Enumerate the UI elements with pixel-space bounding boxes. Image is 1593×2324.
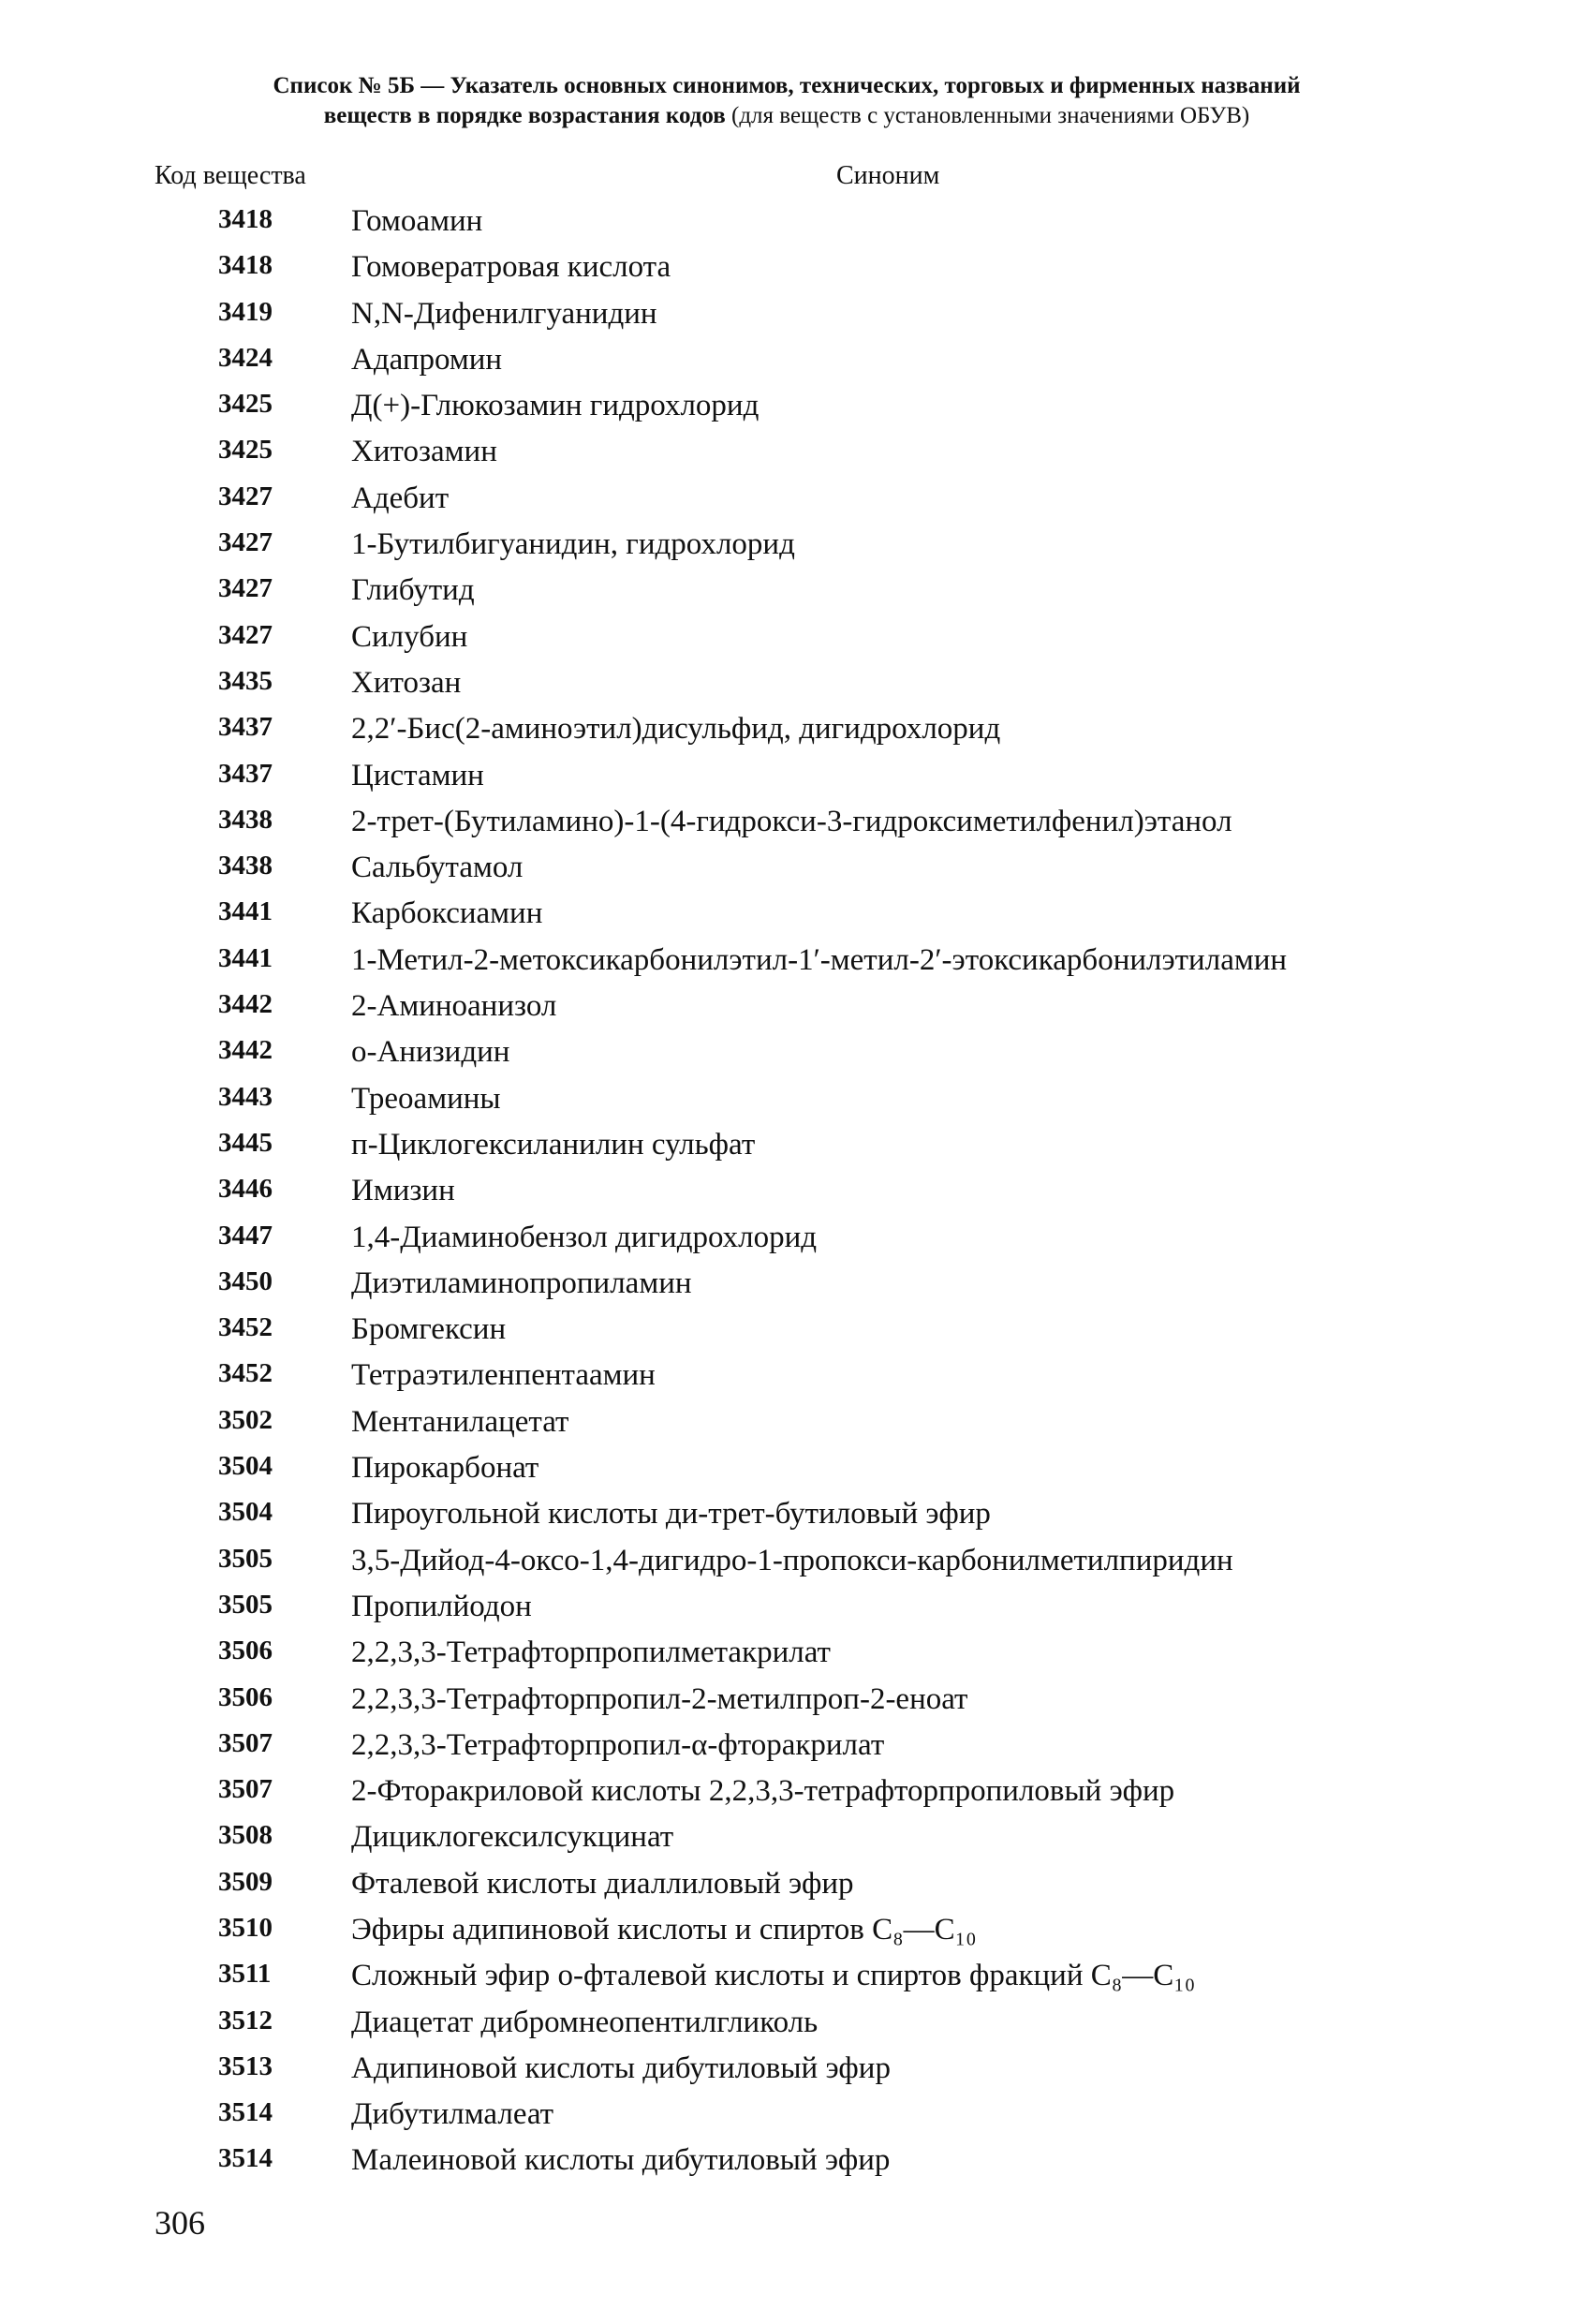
- substance-code: 3504: [218, 1497, 273, 1528]
- substance-code: 3437: [218, 712, 273, 743]
- synonym-name: Адапромин: [351, 342, 503, 377]
- substance-code: 3446: [218, 1174, 273, 1205]
- synonym-name: 2-Фторакриловой кислоты 2,2,3,3-тетрафторпропиловый эфир: [351, 1774, 1175, 1809]
- substance-code: 3514: [218, 2097, 273, 2128]
- substance-code: 3425: [218, 435, 273, 466]
- table-row: [0, 989, 1593, 1035]
- synonym-table: [0, 204, 1593, 2190]
- substance-code: 3424: [218, 342, 273, 373]
- synonym-name: Тетраэтиленпентаамин: [351, 1358, 656, 1393]
- table-row: [0, 1082, 1593, 1128]
- table-row: [0, 1959, 1593, 2005]
- substance-code: 3508: [218, 1820, 273, 1851]
- substance-code: 3419: [218, 296, 273, 327]
- table-row: [0, 389, 1593, 435]
- table-row: [0, 1682, 1593, 1728]
- substance-code: 3513: [218, 2050, 273, 2081]
- table-row: [0, 620, 1593, 666]
- synonym-name: 2,2′-Бис(2-аминоэтил)дисульфид, дигидрохлорид: [351, 712, 1001, 747]
- substance-code: 3425: [218, 389, 273, 420]
- table-row: [0, 1405, 1593, 1451]
- synonym-name: Гомоамин: [351, 204, 483, 238]
- column-header-code: Код вещества: [155, 161, 306, 190]
- substance-code: 3514: [218, 2143, 273, 2174]
- table-row: [0, 1913, 1593, 1959]
- substance-code: 3442: [218, 1035, 273, 1066]
- substance-code: 3427: [218, 573, 273, 604]
- substance-code: 3509: [218, 1866, 273, 1897]
- list-subtitle-note: (для веществ с установленными значениями ОБУВ): [725, 103, 1250, 128]
- synonym-name: 2,2,3,3-Тетрафторпропил-α-фторакрилат: [351, 1727, 885, 1762]
- table-row: [0, 343, 1593, 389]
- synonym-name: Хитозамин: [351, 435, 497, 469]
- synonym-name: Силубин: [351, 619, 468, 654]
- table-row: [0, 1820, 1593, 1866]
- substance-code: 3445: [218, 1127, 273, 1158]
- synonym-name: Диацетат дибромнеопентилгликоль: [351, 2005, 819, 2039]
- synonym-name: Пироугольной кислоты ди-трет-бутиловый эфир: [351, 1497, 991, 1532]
- synonym-name: Диэтиламинопропиламин: [351, 1266, 692, 1300]
- table-row: [0, 666, 1593, 712]
- table-row: [0, 1128, 1593, 1174]
- synonym-name: Цистамин: [351, 758, 484, 792]
- table-row: [0, 712, 1593, 758]
- substance-code: 3442: [218, 989, 273, 1020]
- substance-code: 3447: [218, 1220, 273, 1251]
- table-row: [0, 1497, 1593, 1543]
- table-row: [0, 1312, 1593, 1358]
- substance-code: 3511: [218, 1959, 272, 1990]
- synonym-name: Ментанилацетат: [351, 1404, 569, 1439]
- substance-code: 3506: [218, 1636, 273, 1666]
- table-row: [0, 2143, 1593, 2189]
- table-row: [0, 527, 1593, 573]
- synonym-name: N,N-Дифенилгуанидин: [351, 296, 657, 331]
- table-row: [0, 435, 1593, 481]
- page-number: 306: [155, 2204, 205, 2242]
- substance-code: 3418: [218, 204, 273, 234]
- synonym-name: 1,4-Диаминобензол дигидрохлорид: [351, 1220, 818, 1254]
- table-row: [0, 851, 1593, 896]
- table-row: [0, 1867, 1593, 1913]
- synonym-name: 2-трет-(Бутиламино)-1-(4-гидрокси-3-гидроксиметилфенил)этанол: [351, 804, 1232, 838]
- synonym-name: Эфиры адипиновой кислоты и спиртов С₈—С₁₀: [351, 1912, 977, 1947]
- substance-code: 3452: [218, 1312, 273, 1343]
- synonym-name: 1-Метил-2-метоксикарбонилэтил-1′-метил-2′-этоксикарбонилэтиламин: [351, 942, 1288, 977]
- table-row: [0, 2097, 1593, 2143]
- table-row: [0, 1544, 1593, 1590]
- synonym-name: Дибутилмалеат: [351, 2097, 554, 2132]
- substance-code: 3418: [218, 250, 273, 281]
- table-row: [0, 1358, 1593, 1404]
- synonym-name: Фталевой кислоты диаллиловый эфир: [351, 1866, 854, 1901]
- substance-code: 3504: [218, 1451, 273, 1482]
- substance-code: 3441: [218, 942, 273, 973]
- synonym-name: Сальбутамол: [351, 851, 524, 885]
- table-row: [0, 1728, 1593, 1774]
- substance-code: 3502: [218, 1404, 273, 1435]
- synonym-name: о-Анизидин: [351, 1035, 510, 1070]
- substance-code: 3427: [218, 481, 273, 511]
- substance-code: 3450: [218, 1266, 273, 1296]
- synonym-name: 3,5-Дийод-4-оксо-1,4-дигидро-1-пропокси-карбонилметилпиридин: [351, 1543, 1233, 1577]
- table-row: [0, 204, 1593, 250]
- synonym-name: Гомовератровая кислота: [351, 250, 671, 285]
- list-title-line-2: [140, 101, 1433, 131]
- synonym-name: п-Циклогексиланилин сульфат: [351, 1127, 756, 1162]
- synonym-name: Адипиновой кислоты дибутиловый эфир: [351, 2050, 891, 2085]
- substance-code: 3506: [218, 1681, 273, 1712]
- synonym-name: Хитозан: [351, 665, 462, 700]
- synonym-name: Малеиновой кислоты дибутиловый эфир: [351, 2143, 891, 2178]
- substance-code: 3438: [218, 804, 273, 835]
- table-row: [0, 1221, 1593, 1266]
- substance-code: 3505: [218, 1589, 273, 1620]
- table-row: [0, 1266, 1593, 1312]
- table-row: [0, 1035, 1593, 1081]
- synonym-name: 2,2,3,3-Тетрафторпропил-2-метилпроп-2-еноат: [351, 1681, 968, 1716]
- substance-code: 3427: [218, 527, 273, 558]
- table-row: [0, 1174, 1593, 1220]
- list-subtitle-bold: веществ в порядке возрастания кодов: [323, 103, 726, 128]
- substance-code: 3443: [218, 1081, 273, 1112]
- substance-code: 3452: [218, 1358, 273, 1389]
- synonym-name: Сложный эфир о-фталевой кислоты и спиртов фракций С₈—С₁₀: [351, 1959, 1196, 1993]
- table-row: [0, 943, 1593, 989]
- table-row: [0, 896, 1593, 942]
- table-row: [0, 573, 1593, 619]
- table-row: [0, 2051, 1593, 2097]
- substance-code: 3435: [218, 665, 273, 696]
- substance-code: 3441: [218, 896, 273, 927]
- column-header-synonym: Синоним: [836, 161, 940, 190]
- synonym-name: Дициклогексилсукцинат: [351, 1820, 674, 1855]
- table-row: [0, 759, 1593, 805]
- table-row: [0, 1590, 1593, 1636]
- substance-code: 3437: [218, 758, 273, 789]
- substance-code: 3507: [218, 1727, 273, 1758]
- substance-code: 3427: [218, 619, 273, 650]
- substance-code: 3505: [218, 1543, 273, 1574]
- synonym-name: Пропилйодон: [351, 1589, 532, 1623]
- table-row: [0, 1636, 1593, 1681]
- substance-code: 3510: [218, 1912, 273, 1943]
- synonym-name: Д(+)-Глюкозамин гидрохлорид: [351, 389, 760, 423]
- table-row: [0, 805, 1593, 851]
- synonym-name: Адебит: [351, 481, 450, 515]
- table-row: [0, 250, 1593, 296]
- table-row: [0, 1774, 1593, 1820]
- table-row: [0, 297, 1593, 343]
- synonym-name: 2-Аминоанизол: [351, 989, 557, 1024]
- substance-code: 3438: [218, 851, 273, 881]
- synonym-name: Глибутид: [351, 573, 475, 608]
- synonym-name: Бромгексин: [351, 1312, 507, 1347]
- list-title: [140, 71, 1433, 131]
- synonym-name: Карбоксиамин: [351, 896, 543, 931]
- synonym-name: Треоамины: [351, 1081, 501, 1116]
- synonym-name: Пирокарбонат: [351, 1451, 539, 1486]
- list-title-text: Список № 5Б — Указатель основных синонимов, технических, торговых и фирменных названий: [273, 73, 1301, 98]
- substance-code: 3512: [218, 2005, 273, 2035]
- synonym-name: 2,2,3,3-Тетрафторпропилметакрилат: [351, 1636, 831, 1670]
- table-row: [0, 481, 1593, 527]
- synonym-name: Имизин: [351, 1174, 455, 1208]
- synonym-name: 1-Бутилбигуанидин, гидрохлорид: [351, 527, 795, 562]
- table-row: [0, 2006, 1593, 2051]
- substance-code: 3507: [218, 1774, 273, 1805]
- list-title-line-1: [140, 71, 1433, 101]
- table-row: [0, 1451, 1593, 1497]
